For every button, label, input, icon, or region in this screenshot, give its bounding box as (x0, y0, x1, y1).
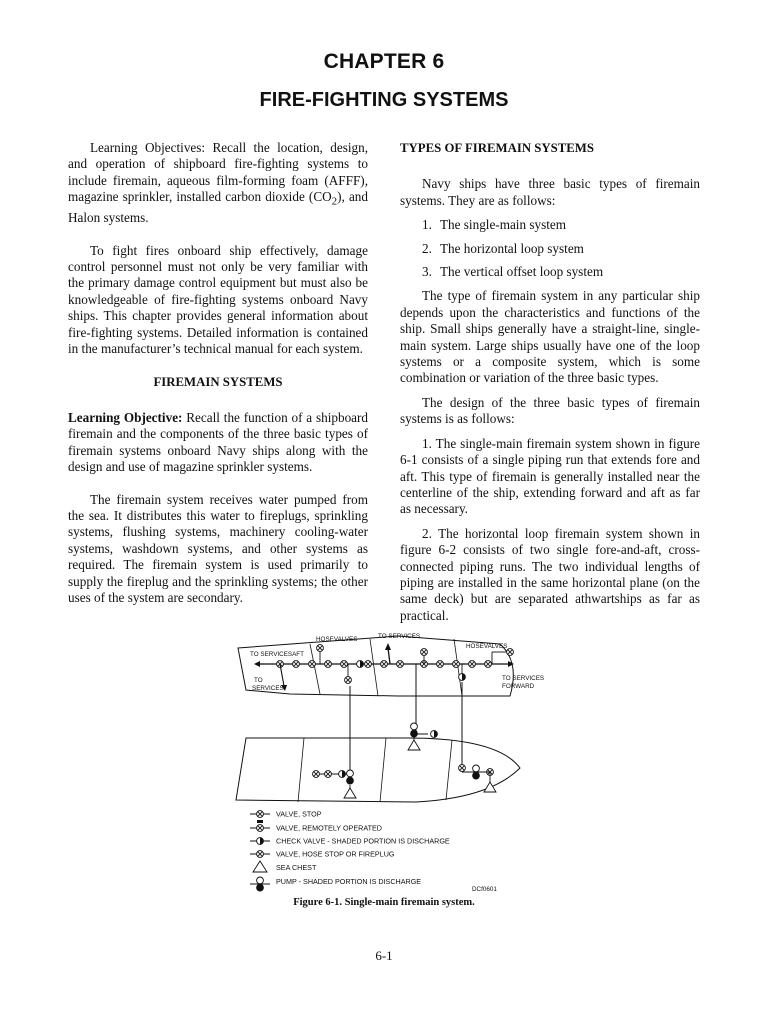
figure-caption: Figure 6-1. Single-main firemain system. (293, 897, 475, 908)
check-valve-icon (257, 838, 264, 845)
list-text: The single-main system (440, 217, 566, 233)
chapter-subtitle: FIRE-FIGHTING SYSTEMS (259, 89, 509, 111)
list-item (422, 217, 700, 233)
label-to-services-top: TO SERVICES (378, 633, 421, 640)
hose-valve-icon (257, 851, 264, 858)
right-column (400, 140, 700, 640)
list-number: 1. (422, 217, 432, 233)
chapter-title: CHAPTER 6 (323, 50, 445, 73)
types-list (400, 217, 700, 280)
label-services: SERVICES (252, 685, 284, 692)
intro-paragraph-2: To fight fires onboard ship effectively, damage control personnel must not only be very familiar with the primary damage control equipment but must also be knowledgeable of fire-fighting systems onboard Navy ships. This chapter provides general information about fire-fighting systems. Detailed information is contained in the manufacturer’s technical manual for each system. (68, 242, 368, 357)
label-hosevalves-forward: HOSEVALVES (466, 643, 508, 650)
learning-objective-paragraph (68, 410, 368, 476)
single-main-paragraph: 1. The single-main firemain system shown in figure 6-1 consists of a single piping run that extends fore and aft. This type of firemain is generally installed near the centerline of the ship, extending forward and aft as far as necessary. (400, 435, 700, 517)
list-text: The vertical offset loop system (440, 264, 604, 280)
list-item (422, 241, 700, 257)
valve-stop-icon (277, 661, 492, 668)
intro-text: Learning Objectives: Recall the location, design, and operation of shipboard fire-fighting systems to include firemain, aqueous film-forming foam (AFFF), magazine sprinkler, installed carbon dioxide (CO (68, 140, 368, 205)
legend-item (250, 850, 395, 859)
page-number: 6-1 (375, 948, 393, 963)
list-text: The horizontal loop system (440, 240, 584, 256)
left-column (68, 140, 368, 622)
legend-text: VALVE, STOP (276, 809, 322, 819)
legend-text: VALVE, REMOTELY OPERATED (276, 823, 382, 833)
types-intro-paragraph: Navy ships have three basic types of firemain systems. They are as follows: (400, 176, 700, 208)
legend-item (250, 837, 450, 846)
label-hosevalves: HOSEVALVES (316, 636, 358, 643)
arrow-to-services-up (388, 648, 390, 664)
legend-text: SEA CHEST (276, 863, 317, 872)
legend-item (250, 877, 421, 891)
learning-objective-text: Recall the function of a shipboard firemain and the components of the three basic types of firemain systems onboard Navy ships along with the design and use of magazine sprinkler systems. (68, 409, 368, 475)
label-to-services-forward: TO SERVICES (502, 675, 545, 682)
legend-item (250, 820, 382, 833)
label-to: TO (254, 677, 263, 684)
learning-objectives-paragraph (68, 140, 368, 227)
types-paragraph-2: The type of firemain system in any particular ship depends upon the characteristics and functions of the ship. Small ships generally have a straight-line, single-main system. Large ships usually have one of the loop systems or a composite system, which is some combination or variation of the three basic types. (400, 288, 700, 386)
list-item (422, 264, 700, 280)
legend-item (253, 861, 317, 872)
firemain-paragraph: The firemain system receives water pumped from the sea. It distributes this water to fireplugs, sprinkling systems, flushing systems, machinery cooling-water systems, washdown systems, and other systems as required. The firemain system is used primarily to supply the fireplug and the sprinkling systems; the other uses of the system are secondary. (68, 491, 368, 605)
legend-text: VALVE, HOSE STOP OR FIREPLUG (276, 849, 395, 859)
list-number: 3. (422, 264, 432, 280)
firemain-diagram (228, 630, 545, 898)
learning-objective-label: Learning Objective: (68, 409, 183, 425)
horizontal-loop-paragraph: 2. The horizontal loop firemain system shown in figure 6-2 consists of two single fore-and-aft, cross-connected piping runs. The two individual lengths of piping are installed in the same horizontal plane (on the same deck) but are separated athwartships as far as practical. (400, 525, 700, 623)
co2-subscript: 2 (331, 195, 338, 208)
label-forward: FORWARD (502, 683, 535, 690)
legend (250, 810, 497, 894)
types-paragraph-3: The design of the three basic types of firemain systems is as follows: (400, 394, 700, 427)
legend-text: CHECK VALVE - SHADED PORTION IS DISCHARGE (276, 836, 450, 846)
section-heading-types: TYPES OF FIREMAIN SYSTEMS (400, 141, 594, 155)
firemain-figure (228, 630, 545, 898)
list-number: 2. (422, 240, 432, 256)
valve-stop-icon (257, 811, 264, 818)
intro-text-end: ), and Halon systems. (68, 189, 368, 226)
arrow-to-services-aft (280, 664, 284, 686)
sea-chest-icon (253, 861, 267, 872)
label-to-services-aft: TO SERVICESAFT (250, 651, 305, 658)
section-heading-firemain: FIREMAIN SYSTEMS (153, 374, 283, 389)
valve-remote-icon (257, 825, 264, 832)
legend-text: PUMP - SHADED PORTION IS DISCHARGE (276, 877, 422, 886)
legend-item (250, 810, 322, 819)
figure-code: DCf0601 (472, 886, 497, 893)
